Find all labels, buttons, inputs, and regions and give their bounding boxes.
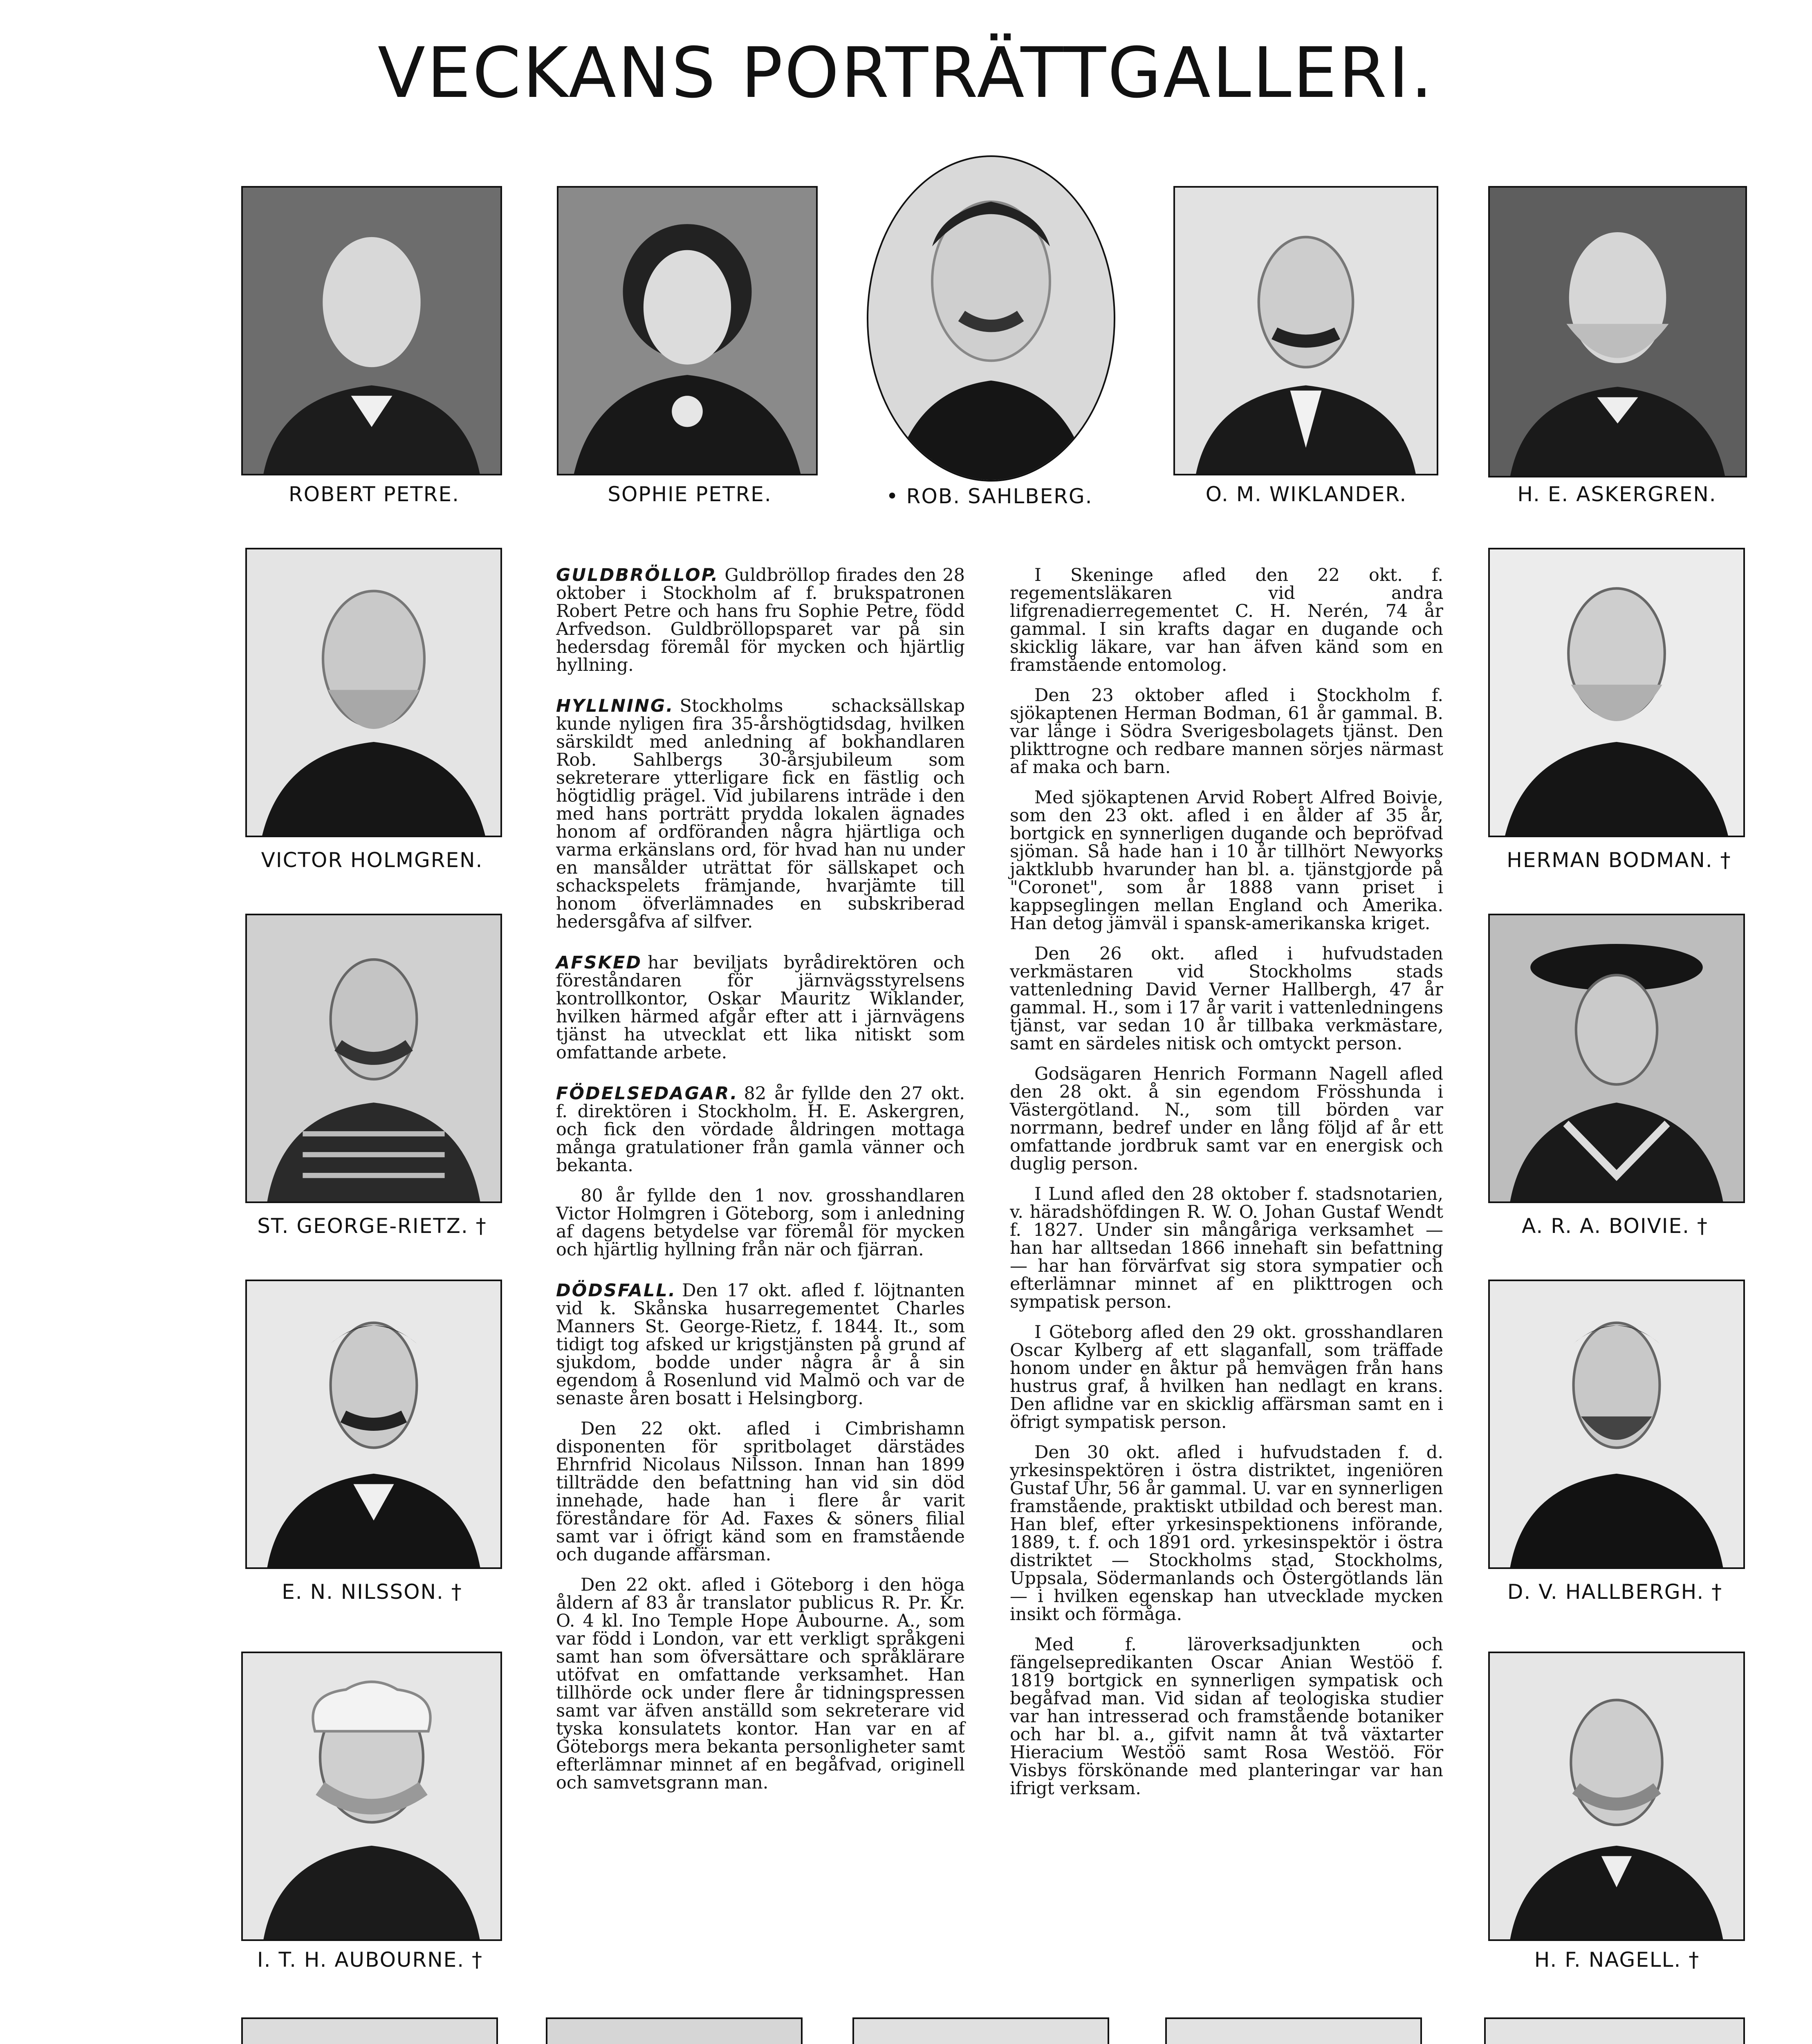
portrait-caption: SOPHIE PETRE. <box>608 482 772 506</box>
article-paragraph: Den 23 oktober afled i Stockholm f. sjökaptenen Herman Bodman, 61 år gammal. B. var länge i Södra Sverigesbolagets tjänst. Den plikttrogne och redbare mannen sörjes närmast af maka och barn. <box>1010 685 1443 778</box>
portrait-caption: VICTOR HOLMGREN. <box>261 848 483 872</box>
article-paragraph: I Lund afled den 28 oktober f. stadsnotarien, v. häradshöfdingen R. W. O. Johan Gustaf Wendt f. 1827. Under sin mångåriga verksamhet — han har alltsedan 1866 innehaft sin befattning — har han förvärfvat sig stora sympatier och efterlämnar minnet af en plikttrogen och sympatisk person. <box>1010 1184 1443 1312</box>
portrait-photo <box>546 2017 803 2044</box>
portrait-caption: D. V. HALLBERGH. † <box>1507 1580 1723 1604</box>
portrait-photo <box>1488 914 1745 1203</box>
article-lead: AFSKED <box>556 953 642 973</box>
article-paragraph: Den 30 okt. afled i hufvudstaden f. d. yrkesinspektören i östra distriktet, ingeniören Gustaf Uhr, 56 år gammal. U. var en synnerligen framstående, praktiskt utbildad och berest man. Han blef, efter yrkesinspektionens införande, 1889, t. f. och 1891 ord. yrkesinspektör i östra distriktet — Stockholms stad, Stockholms, Uppsala, Södermanlands och Östergötlands län — i hvilken egenskap han utvecklade mycken insikt och förmåga. <box>1010 1442 1443 1625</box>
portrait-photo <box>852 2017 1109 2044</box>
article-afsked <box>556 954 965 1062</box>
article-column-middle <box>556 566 965 1815</box>
article-paragraph: I Skeninge afled den 22 okt. f. regementsläkaren vid andra lifgrenadierregementet C. H. Nerén, 74 år gammal. I sin krafts dagar en dugande och skicklig läkare, var han äfven känd som en framstående entomolog. <box>1010 565 1443 675</box>
portrait-photo <box>241 1652 502 1941</box>
article-paragraph: Godsägaren Henrich Formann Nagell afled den 28 okt. å sin egendom Frösshunda i Västergötland. N., som till börden var norrmann, bedref under en lång följd af år ett omfattande jordbruk samt var en energisk och duglig person. <box>1010 1064 1443 1174</box>
portrait-caption: ROBERT PETRE. <box>288 482 460 506</box>
portrait-caption: I. T. H. AUBOURNE. † <box>257 1948 483 1972</box>
portrait-caption: H. F. NAGELL. † <box>1534 1948 1700 1972</box>
portrait-photo <box>1488 1652 1745 1941</box>
article-paragraph: Den 26 okt. afled i hufvudstaden verkmästaren vid Stockholms stads vattenledning David Verner Hallbergh, 47 år gammal. H., som i 17 år varit i vattenledningens tjänst, var sedan 10 år tillbaka verkmästare, samt en särdeles nitisk och omtyckt person. <box>1010 944 1443 1054</box>
article-text: 82 år fyllde den 27 okt. f. direktören i Stockholm. H. E. Askergren, och fick den vördade åldringen mottaga många gratulationer från gamla vänner och bekanta. <box>556 1083 965 1176</box>
article-paragraph: Den 22 okt. afled i Göteborg i den höga åldern af 83 år translator publicus R. Pr. Kr. O. 4 kl. Ino Temple Hope Aubourne. A., som var född i London, var ett verkligt språkgeni samt han som öfversättare och språklärare utöfvat en omfattande verksamhet. Han tillhörde ock under flere år tidningspressen samt var äfven anställd som sekreterare vid tyska konsulatets kontor. Han var en af Göteborgs mera bekanta personligheter samt efterlämnar minnet af en begåfvad, originell och samvetsgrann man. <box>556 1575 965 1793</box>
article-dodsfall <box>556 1282 965 1407</box>
portrait-photo <box>1484 2017 1745 2044</box>
portrait-photo <box>245 914 502 1203</box>
article-paragraph: Den 22 okt. afled i Cimbrishamn disponenten för spritbolaget därstädes Ehrnfrid Nicolaus Nilsson. Innan han 1899 tillträdde den befattning han vid sin död innehade, hade han i flere år varit föreståndare för Ad. Faxes & söners filial samt var i öfrigt känd som en framstående och dugande affärsman. <box>556 1419 965 1565</box>
portrait-caption: O. M. WIKLANDER. <box>1205 482 1407 506</box>
article-column-right <box>1010 566 1443 1820</box>
page-title: VECKANS PORTRÄTTGALLERI. <box>377 33 1435 114</box>
article-text: Den 17 okt. afled f. löjtnanten vid k. Skånska husarregementet Charles Manners St. George-Rietz, f. 1844. It., som tidigt tog afsked ur krigstjänsten på grund af sjukdom, bodde under några år å sin egendom å Rosenlund vid Malmö och var de senaste åren bosatt i Helsingborg. <box>556 1280 965 1409</box>
portrait-caption: HERMAN BODMAN. † <box>1507 848 1731 872</box>
article-lead: HYLLNING. <box>556 696 674 716</box>
portrait-photo <box>241 2017 498 2044</box>
portrait-photo <box>1488 186 1747 477</box>
article-lead: DÖDSFALL. <box>556 1280 677 1301</box>
portrait-photo <box>245 548 502 837</box>
article-paragraph: Med f. läroverksadjunkten och fängelsepredikanten Oscar Anian Westöö f. 1819 bortgick en synnerligen sympatisk och begåfvad man. Vid sidan af teologiska studier var han intresserad och framstående botaniker och har bl. a., gifvit namn åt två växtarter Hieracium Westöö samt Rosa Westöö. För Visbys förskönande med planteringar var han ifrigt verksam. <box>1010 1634 1443 1799</box>
portrait-photo <box>241 186 502 475</box>
portrait-caption: ST. GEORGE-RIETZ. † <box>257 1214 487 1238</box>
portrait-photo <box>1173 186 1438 475</box>
article-paragraph: 80 år fyllde den 1 nov. grosshandlaren Victor Holmgren i Göteborg, som i anledning af dagens betydelse var föremål för mycken och hjärtlig hyllning från när och fjärran. <box>556 1186 965 1260</box>
article-fodelsedagar <box>556 1085 965 1174</box>
portrait-photo <box>1488 1280 1745 1569</box>
article-text: Stockholms schacksällskap kunde nyligen fira 35-årshögtidsdag, hvilken särskildt med anledning af bokhandlaren Rob. Sahlbergs 30-årsjubileum som sekreterare ytterligare fick en fästlig och högtidlig prägel. Vid jubilarens inträde i den med hans porträtt prydda lokalen ägnades honom af ordföranden några hjärtliga och varma erkänslans ord, för hvad han nu under en mansålder uträttat för sällskapet och schackspelets främjande, hvarjämte till honom öfverlämnades en subskriberad hedersgåfva af silfver. <box>556 696 965 932</box>
article-guldbrollop <box>556 566 965 674</box>
article-text: Guldbröllop firades den 28 oktober i Stockholm af f. brukspatronen Robert Petre och hans fru Sophie Petre, född Arfvedson. Guldbröllopsparet var på sin hedersdag föremål för mycken och hjärtlig hyllning. <box>556 565 965 675</box>
portrait-photo <box>245 1280 502 1569</box>
portrait-photo <box>1165 2017 1422 2044</box>
article-paragraph: I Göteborg afled den 29 okt. grosshandlaren Oscar Kylberg af ett slaganfall, som träffade honom under en åktur på hemvägen från hans hustrus graf, å hvilken han nedlagt en krans. Den aflidne var en skicklig affärsman samt en i öfrigt sympatisk person. <box>1010 1322 1443 1432</box>
article-paragraph: Med sjökaptenen Arvid Robert Alfred Boivie, som den 23 okt. afled i en ålder af 35 år, bortgick en synnerligen dugande och bepröfvad sjöman. Så hade han i 10 år tillhört Newyorks jaktklubb hvarunder han bl. a. tjänstgjorde på "Coronet", som år 1888 vann priset i kappseglingen mellan England och Amerika. Han detog jämväl i spansk-amerikanska kriget. <box>1010 787 1443 934</box>
article-text: har beviljats byrådirektören och föreståndaren för järnvägsstyrelsens kontrollkontor, Oskar Mauritz Wiklander, hvilken härmed afgår efter att i järnvägens tjänst ha utvecklat ett lika nitiskt som omfattande arbete. <box>556 953 965 1063</box>
portrait-photo <box>867 155 1115 482</box>
portrait-photo <box>1488 548 1745 837</box>
portrait-caption: A. R. A. BOIVIE. † <box>1522 1214 1708 1238</box>
article-hyllning <box>556 697 965 931</box>
article-lead: GULDBRÖLLOP. <box>556 565 719 585</box>
portrait-photo <box>557 186 818 475</box>
portrait-caption: • ROB. SAHLBERG. <box>886 484 1093 508</box>
article-lead: FÖDELSEDAGAR. <box>556 1083 738 1104</box>
portrait-caption: H. E. ASKERGREN. <box>1517 482 1717 506</box>
portrait-caption: E. N. NILSSON. † <box>282 1580 462 1604</box>
